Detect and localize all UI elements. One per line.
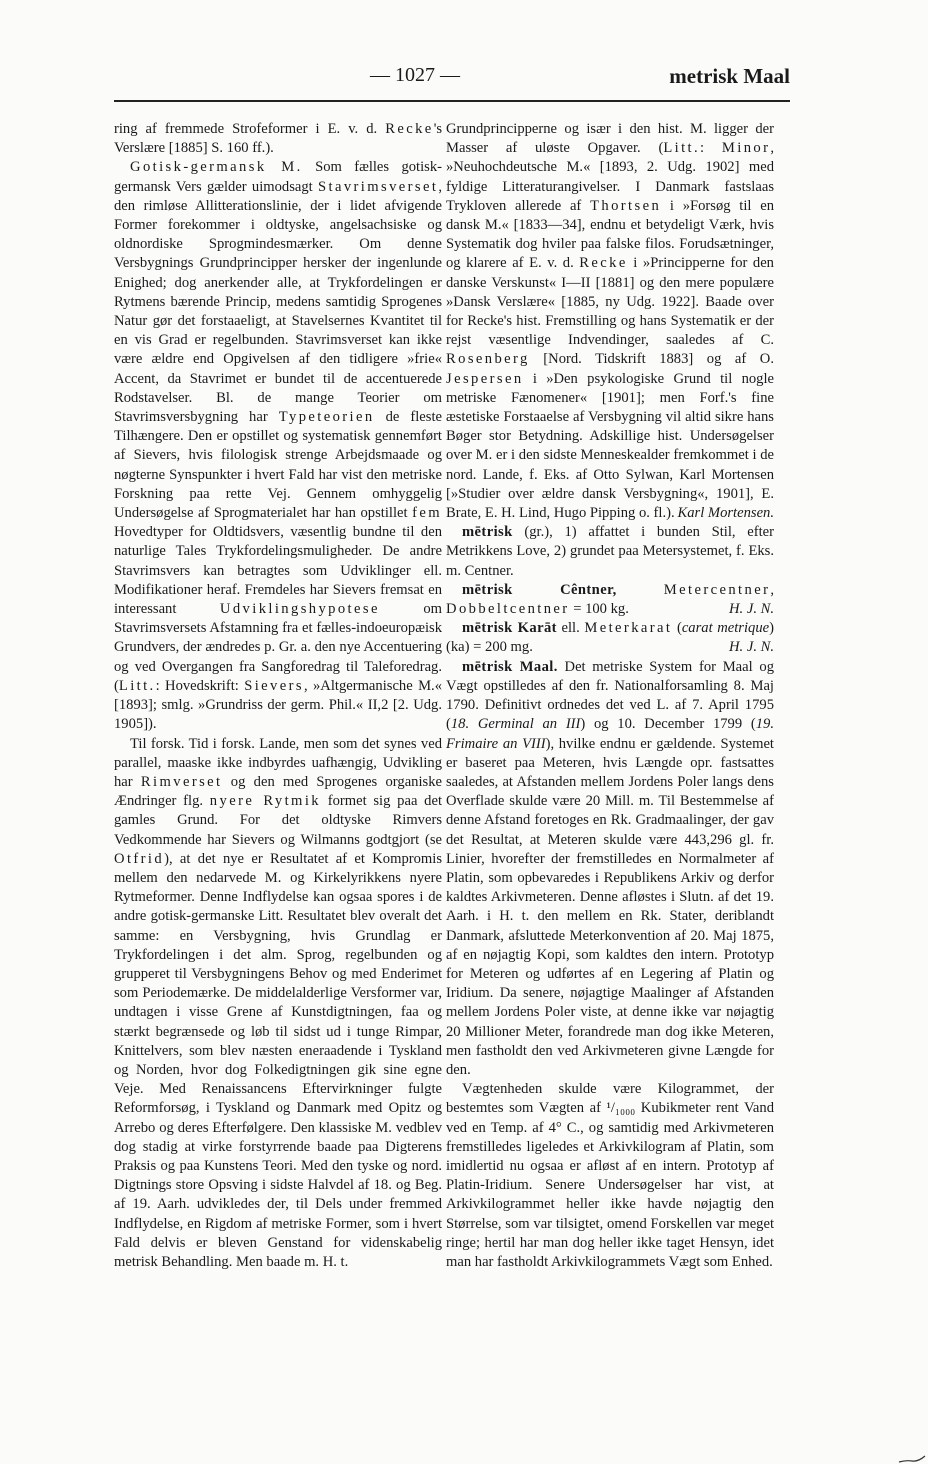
author-signature: H. J. N. <box>729 639 774 656</box>
headword: mētrisk Maal. <box>462 658 558 675</box>
paragraph: Til forsk. Tid i forsk. Lande, men som det synes ved parallel, maaske ikke indbyrdes uafhængig, Udvikling har Rimverset og den med Sprogenes organiske Ændringer flg. nyere Rytmik formet sig paa det gamles Grund. For det oldtyske Rimvers Vedkommende har Sievers og Wilmanns godtgjort (se Otfrid), at det nye er Resultatet af et Kompromis mellem den nedarvede M. og Kirkelyrikkens nyere Rytmeformer. Denne Indflydelse kan ogsaa spores i de andre gotisk-germanske Litt. Resultatet blev overalt det samme: en Versbygning, hvis Grundlag er Trykfordelingen i det alm. Sprog, regelbunden og grupperet til Versbygningens Behov og med Enderimet som Periodemærke. De middelalderlige Versformer var, undtagen i visse Grene af Kunstdigtningen, faa og stærkt begrænsede og løb til sidst ud i tunge Rimpar, Knittelvers, som blev næsten eneraadende i Tyskland og Norden, hvor dog Folkedigtningen gik sine egne Veje. Med Renaissancens Eftervirkninger fulgte Reformforsøg, i Tyskland og Danmark med Opitz og Arrebo og deres Efterfølgere. Den klassiske M. vedblev dog stadig at virke forstyrrende baade paa Digterens Praksis og paa Kunstens Teori. Med den tyske og nord. Digtnings store Opsving i sidste Halvdel af 18. og Beg. af 19. Aarh. udvikledes der, til Dels under fremmed Indflydelse, en Rigdom af metriske Former, som i hvert Fald delvis er bleven Genstand for videnskabelig metrisk Behandling. Men baade m. H. t. <box>114 735 443 1270</box>
headword: mētrisk <box>462 524 513 541</box>
paragraph: Vægtenheden skulde være Kilogrammet, der bestemtes som Vægten af ¹/₁₀₀₀ Kubikmeter rent Vand ved en Temp. af 4° C., og samtidig med Arkivmeteren fremstilledes ligeledes et Arkivkilogram af Platin, som imidlertid nu ogsaa er afløst af en intern. Prototyp af Platin-Iridium. Senere Undersøgelser har vist, at Arkivkilogrammet heller ikke havde nøjagtig den Størrelse, som var tilsigtet, omend Forskellen var meget ringe; hertil har man dog heller ikke taget Hensyn, idet man har fastholdt Arkivkilogrammets Vægt som Enhed. <box>446 1081 774 1270</box>
paragraph: Grundprincipperne og især i den hist. M. ligger der Masser af uløste Opgaver. (Litt.: Minor, »Neuhochdeutsche M.« [1893, 2. Udg. 1902] med fyldige Litteraturangivelser. I Danmark fastslaas Trykloven allerede af Thortsen i »Forsøg til en dansk M.« [1833—34], endnu et betydeligt Værk, hvis Systematik dog hviler paa falske filos. Forudsætninger, og klarere af E. v. d. Recke i »Principperne for den danske Verskunst« I—II [1881] og den mere populære »Dansk Verslære« [1885, ny Udg. 1922]. Baade over for Recke's hist. Fremstilling og hans Systematik er der rejst væsentlige Indvendinger, saaledes af C. Rosenberg [Nord. Tidskrift 1883] og af O. Jespersen i »Den psykologiske Grund til nogle metriske Fænomener« [1901]; men Forf.'s fine æstetiske Forstaaelse af Versbygning vil altid sikre hans Bøger stor Betydning. Adskillige hist. Undersøgelser over M. er i den sidste Menneskealder fremkommet i de nord. Lande, f. Eks. af Otto Sylwan, Karl Mortensen [»Studier over ældre dansk Versbygning«, 1901], E. Brate, E. H. Lind, Hugo Pipping o. fl.). Karl Mortensen. <box>446 120 774 523</box>
page-header <box>0 64 928 94</box>
entry-metrisk-centner: mētrisk Cêntner, Metercentner, Dobbeltcentner = 100 kg. H. J. N. <box>446 581 774 619</box>
headword: mētrisk Karāt <box>462 620 557 637</box>
author-signature: Karl Mortensen. <box>677 505 774 522</box>
margin-mark <box>898 1452 926 1464</box>
paragraph: ring af fremmede Strofeformer i E. v. d. Recke's Verslære [1885] S. 160 ff.). <box>114 121 442 157</box>
page-number: — 1027 — <box>370 64 460 86</box>
entry-metrisk-karat: mētrisk Karāt ell. Meterkarat (carat metrique) (ka) = 200 mg. H. J. N. <box>446 619 774 657</box>
author-signature: H. J. N. <box>729 601 774 618</box>
right-column <box>446 120 774 1272</box>
entry-metrisk: mētrisk (gr.), 1) affattet i bunden Stil, efter Metrikkens Love, 2) grundet paa Metersystemet, f. Eks. m. Centner. <box>446 524 774 579</box>
left-column <box>114 120 442 1272</box>
header-rule <box>114 100 790 102</box>
headword: mētrisk Cêntner, <box>462 581 617 598</box>
running-head: metrisk Maal <box>669 64 790 88</box>
entry-metrisk-maal: mētrisk Maal. Det metriske System for Maal og Vægt opstilledes af den fr. Nationalforsamling 8. Maj 1790. Definitivt ordnedes det ved L. af 7. April 1795 (18. Germinal an III) og 10. December 1799 (19. Frimaire an VIII), hvilke endnu er gældende. Systemet er baseret paa Meteren, hvis Længde opr. fastsattes saaledes, at Afstanden mellem Jordens Poler langs dens Overflade skulde være 20 Mill. m. Til Bestemmelse af denne Afstand foretoges en Rk. Gradmaalinger, der gav det Resultat, at Meteren skulde være 443,296 gl. fr. Linier, hvorefter der fremstilledes en Normalmeter af Platin, som opbevaredes i Republikens Arkiv og derfor kaldtes Arkivmeteren. Denne afløstes i Slutn. af det 19. Aarh. i H. t. den mellem en Rk. Stater, deriblandt Danmark, afsluttede Meterkonvention af 20. Maj 1875, af en nøjagtig Kopi, som kaldtes den intern. Prototyp for Meteren og udførtes af en Legering af Platin og Iridium. Da senere, nøjagtige Maalinger af Afstanden mellem Jordens Poler viste, at denne ikke var nøjagtig 20 Millioner Meter, forandrede man dog ikke Meteren, men fastholdt den ved Arkivmeteren givne Længde for den. <box>446 658 774 1078</box>
paragraph: Gotisk-germansk M. Som fælles gotisk-germansk Vers gælder uimodsagt Stavrimsverset, den rimløse Allitterationslinie, der i lidet afvigende Former forekommer i oldtyske, angelsachsiske og oldnordiske Sprogmindesmærker. Om denne Versbygnings Grundprincipper hersker der ingenlunde Enighed; dog anerkender alle, at Trykfordelingen er Rytmens bærende Princip, medens samtidig Sprogenes Natur gør det forstaaeligt, at Stavelsernes Kvantitet til en vis Grad er regelbunden. Stavrimsverset kan ikke være ældre end Opgivelsen af den tidligere »frie« Accent, da Stavrimet er bundet til de accentuerede Rodstavelser. Bl. de mange Teorier om Stavrimsversbygning har Typeteorien de fleste Tilhængere. Den er opstillet og systematisk gennemført af Sievers, hvis filologisk strenge Arbejdsmaade og nøgterne Synspunkter i hvert Fald har vist den metriske Forskning paa rette Vej. Gennem omhyggelig Undersøgelse af Sprogmaterialet har han opstillet fem Hovedtyper for Oldtidsvers, væsentlig bundne til den naturlige Tales Trykfordelingsmuligheder. De andre Stavrimsvers kan betragtes som Udviklinger ell. Modifikationer heraf. Fremdeles har Sievers fremsat en interessant Udviklingshypotese om Stavrimsversets Afstamning fra et fælles-indoeuropæisk Grundvers, der ændredes p. Gr. a. den nye Accentuering og ved Overgangen fra Sangforedrag til Taleforedrag. (Litt.: Hovedskrift: Sievers, »Altgermanische M.« [1893]; smlg. »Grundriss der germ. Phil.« II,2 [2. Udg. 1905]). <box>114 159 442 733</box>
